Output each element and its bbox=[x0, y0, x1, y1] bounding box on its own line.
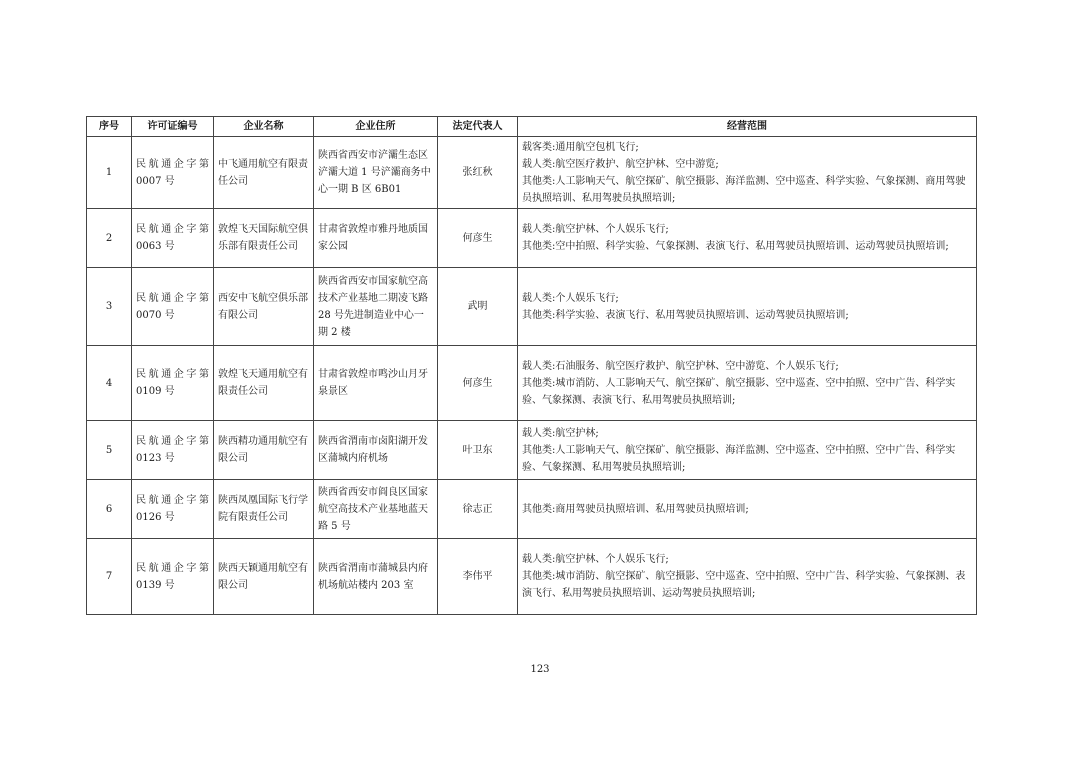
table-row bbox=[87, 137, 977, 209]
cell-address: 陕西省西安市阎良区国家航空高技术产业基地蓝天路 5 号 bbox=[314, 480, 438, 539]
cell-seq: 3 bbox=[87, 268, 132, 346]
cell-rep: 张红秋 bbox=[438, 137, 518, 209]
scope-line: 载客类:通用航空包机飞行; bbox=[522, 141, 639, 153]
cell-seq: 5 bbox=[87, 421, 132, 480]
cell-license: 民航通企字第 0109 号 bbox=[132, 346, 214, 421]
cell-license: 民航通企字第 0007 号 bbox=[132, 137, 214, 209]
cell-seq: 2 bbox=[87, 209, 132, 268]
cell-rep: 徐志正 bbox=[438, 480, 518, 539]
cell-rep: 何彦生 bbox=[438, 346, 518, 421]
header-address: 企业住所 bbox=[314, 117, 438, 137]
header-scope: 经营范围 bbox=[518, 117, 977, 137]
cell-seq: 1 bbox=[87, 137, 132, 209]
cell-seq: 6 bbox=[87, 480, 132, 539]
scope-line: 载人类:石油服务、航空医疗救护、航空护林、空中游览、个人娱乐飞行; bbox=[522, 360, 839, 372]
cell-scope bbox=[518, 421, 977, 480]
cell-license: 民航通企字第 0063 号 bbox=[132, 209, 214, 268]
header-seq: 序号 bbox=[87, 117, 132, 137]
table-row bbox=[87, 480, 977, 539]
scope-line: 其他类:商用驾驶员执照培训、私用驾驶员执照培训; bbox=[522, 503, 749, 515]
license-table bbox=[86, 116, 977, 615]
cell-address: 甘肃省敦煌市鸣沙山月牙泉景区 bbox=[314, 346, 438, 421]
cell-scope bbox=[518, 268, 977, 346]
header-company: 企业名称 bbox=[214, 117, 314, 137]
cell-license: 民航通企字第 0070 号 bbox=[132, 268, 214, 346]
scope-line: 其他类:城市消防、航空探矿、航空摄影、空中巡查、空中拍照、空中广告、科学实验、气象探测、表演飞行、私用驾驶员执照培训、运动驾驶员执照培训; bbox=[522, 571, 966, 599]
scope-line: 其他类:科学实验、表演飞行、私用驾驶员执照培训、运动驾驶员执照培训; bbox=[522, 309, 849, 321]
scope-line: 载人类:航空护林; bbox=[522, 427, 599, 439]
cell-license: 民航通企字第 0126 号 bbox=[132, 480, 214, 539]
scope-line: 其他类:城市消防、人工影响天气、航空探矿、航空摄影、空中巡查、空中拍照、空中广告、科学实验、气象探测、表演飞行、私用驾驶员执照培训; bbox=[522, 377, 956, 406]
table-row bbox=[87, 209, 977, 268]
scope-line: 载人类:航空护林、个人娱乐飞行; bbox=[522, 224, 669, 235]
table-row bbox=[87, 346, 977, 421]
cell-license: 民航通企字第 0139 号 bbox=[132, 539, 214, 615]
cell-scope bbox=[518, 209, 977, 268]
cell-address: 陕西省西安市浐灞生态区浐灞大道 1 号浐灞商务中心一期 B 区 6B01 bbox=[314, 137, 438, 209]
scope-line: 载人类:航空医疗救护、航空护林、空中游览; bbox=[522, 158, 719, 170]
cell-rep: 李伟平 bbox=[438, 539, 518, 615]
scope-line: 其他类:人工影响天气、航空探矿、航空摄影、海洋监测、空中巡查、科学实验、气象探测、商用驾驶员执照培训、私用驾驶员执照培训; bbox=[522, 175, 966, 204]
cell-address: 陕西省渭南市卤阳湖开发区蒲城内府机场 bbox=[314, 421, 438, 480]
cell-company: 陕西凤凰国际飞行学院有限责任公司 bbox=[214, 480, 314, 539]
scope-line: 其他类:人工影响天气、航空探矿、航空摄影、海洋监测、空中巡查、空中拍照、空中广告、科学实验、气象探测、私用驾驶员执照培训; bbox=[522, 444, 956, 473]
scope-line: 载人类:航空护林、个人娱乐飞行; bbox=[522, 554, 669, 565]
table-row bbox=[87, 539, 977, 615]
cell-rep: 武明 bbox=[438, 268, 518, 346]
scope-line: 载人类:个人娱乐飞行; bbox=[522, 292, 619, 304]
cell-address: 陕西省西安市国家航空高技术产业基地二期凌飞路 28 号先进制造业中心一期 2 楼 bbox=[314, 268, 438, 346]
cell-rep: 叶卫东 bbox=[438, 421, 518, 480]
cell-seq: 4 bbox=[87, 346, 132, 421]
header-license: 许可证编号 bbox=[132, 117, 214, 137]
table-row bbox=[87, 421, 977, 480]
cell-company: 中飞通用航空有限责任公司 bbox=[214, 137, 314, 209]
cell-scope bbox=[518, 480, 977, 539]
cell-company: 敦煌飞天通用航空有限责任公司 bbox=[214, 346, 314, 421]
cell-address: 陕西省渭南市蒲城县内府机场航站楼内 203 室 bbox=[314, 539, 438, 615]
cell-license: 民航通企字第 0123 号 bbox=[132, 421, 214, 480]
cell-company: 敦煌飞天国际航空俱乐部有限责任公司 bbox=[214, 209, 314, 268]
header-rep: 法定代表人 bbox=[438, 117, 518, 137]
table-header-row bbox=[87, 117, 977, 137]
cell-rep: 何彦生 bbox=[438, 209, 518, 268]
cell-scope bbox=[518, 539, 977, 615]
page-number: 123 bbox=[530, 664, 550, 675]
cell-address: 甘肃省敦煌市雅丹地质国家公园 bbox=[314, 209, 438, 268]
cell-company: 陕西精功通用航空有限公司 bbox=[214, 421, 314, 480]
cell-scope bbox=[518, 137, 977, 209]
cell-seq: 7 bbox=[87, 539, 132, 615]
table-row bbox=[87, 268, 977, 346]
cell-company: 西安中飞航空俱乐部有限公司 bbox=[214, 268, 314, 346]
cell-scope bbox=[518, 346, 977, 421]
scope-line: 其他类:空中拍照、科学实验、气象探测、表演飞行、私用驾驶员执照培训、运动驾驶员执照培训; bbox=[522, 241, 949, 252]
cell-company: 陕西天颖通用航空有限公司 bbox=[214, 539, 314, 615]
